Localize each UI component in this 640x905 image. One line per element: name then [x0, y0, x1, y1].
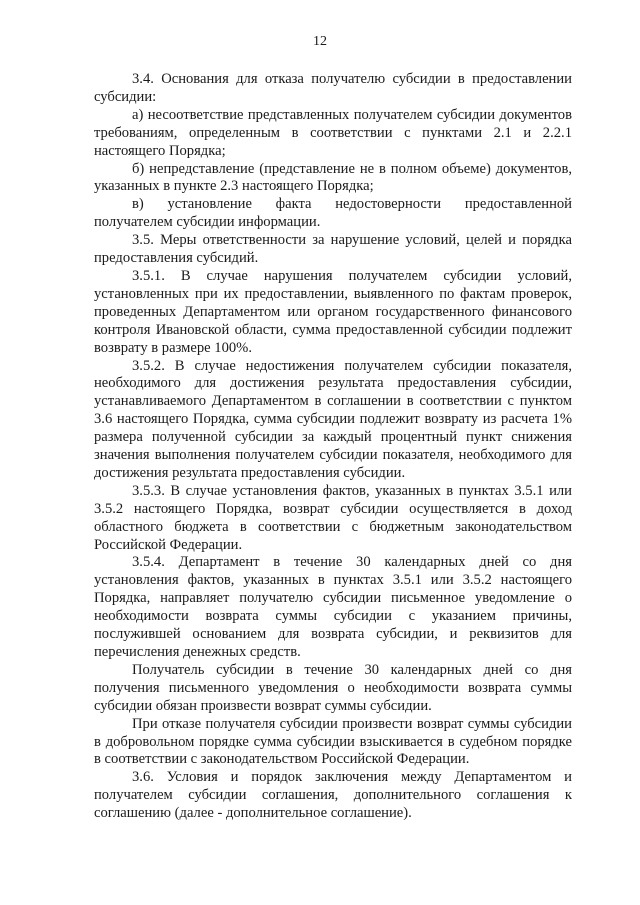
- paragraph-3-4-b: б) непредставление (представление не в полном объеме) документов, указанных в пункте 2.3 настоящего Порядка;: [94, 160, 572, 195]
- paragraph-3-4: 3.4. Основания для отказа получателю субсидии в предоставлении субсидии:: [94, 71, 572, 105]
- paragraph-3-4-v: в) установление факта недостоверности предоставленной получателем субсидии информации.: [94, 196, 572, 231]
- paragraph-recipient-refund: Получатель субсидии в течение 30 календарных дней со дня получения письменного уведомления о необходимости возврата суммы субсидии обязан произвести возврат суммы субсидии.: [94, 661, 572, 714]
- paragraph-3-5-2: 3.5.2. В случае недостижения получателем субсидии показателя, необходимого для достижения результата предоставления субсидии, устанавливаемого Департаментом в соглашении в соответствии с пунктом 3.6 настоящего Порядка, сумма субсидии подлежит возврату из расчета 1% размера полученной субсидии за каждый процентный пункт снижения значения выполнения получателем субсидии показателя, необходимого для достижения результата предоставления субсидии.: [94, 357, 572, 481]
- paragraph-3-4-a: а) несоответствие представленных получателем субсидии документов требованиям, определенным в соответствии с пунктами 2.1 и 2.2.1 настоящего Порядка;: [94, 106, 572, 159]
- paragraph-3-5-3: 3.5.3. В случае установления фактов, указанных в пунктах 3.5.1 или 3.5.2 настоящего Порядка, возврат субсидии осуществляется в доход областного бюджета в соответствии с бюджетным законодательством Российской Федерации.: [94, 482, 572, 553]
- paragraph-refusal-recovery: При отказе получателя субсидии произвести возврат суммы субсидии в добровольном порядке сумма субсидии взыскивается в судебном порядке в соответствии с законодательством Российской Федерации.: [94, 715, 572, 768]
- page-number: 12: [313, 34, 327, 49]
- paragraph-3-6: 3.6. Условия и порядок заключения между Департаментом и получателем субсидии соглашения, дополнительного соглашения к соглашению (далее - дополнительное соглашение).: [94, 769, 572, 822]
- paragraph-3-5-4: 3.5.4. Департамент в течение 30 календарных дней со дня установления фактов, указанных в пунктах 3.5.1 или 3.5.2 настоящего Порядка, направляет получателю субсидии письменное уведомление о необходимости возврата суммы субсидии с указанием причины, послужившей основанием для возврата субсидии, и реквизитов для перечисления денежных средств.: [94, 554, 572, 660]
- document-body: [94, 71, 572, 823]
- paragraph-3-5-1: 3.5.1. В случае нарушения получателем субсидии условий, установленных при их предоставлении, выявленного по фактам проверок, проведенных Департаментом или органом государственного финансового контроля Ивановской области, сумма предоставленной субсидии подлежит возврату в размере 100%.: [94, 267, 572, 356]
- paragraph-3-5: 3.5. Меры ответственности за нарушение условий, целей и порядка предоставления субсидий.: [94, 232, 572, 267]
